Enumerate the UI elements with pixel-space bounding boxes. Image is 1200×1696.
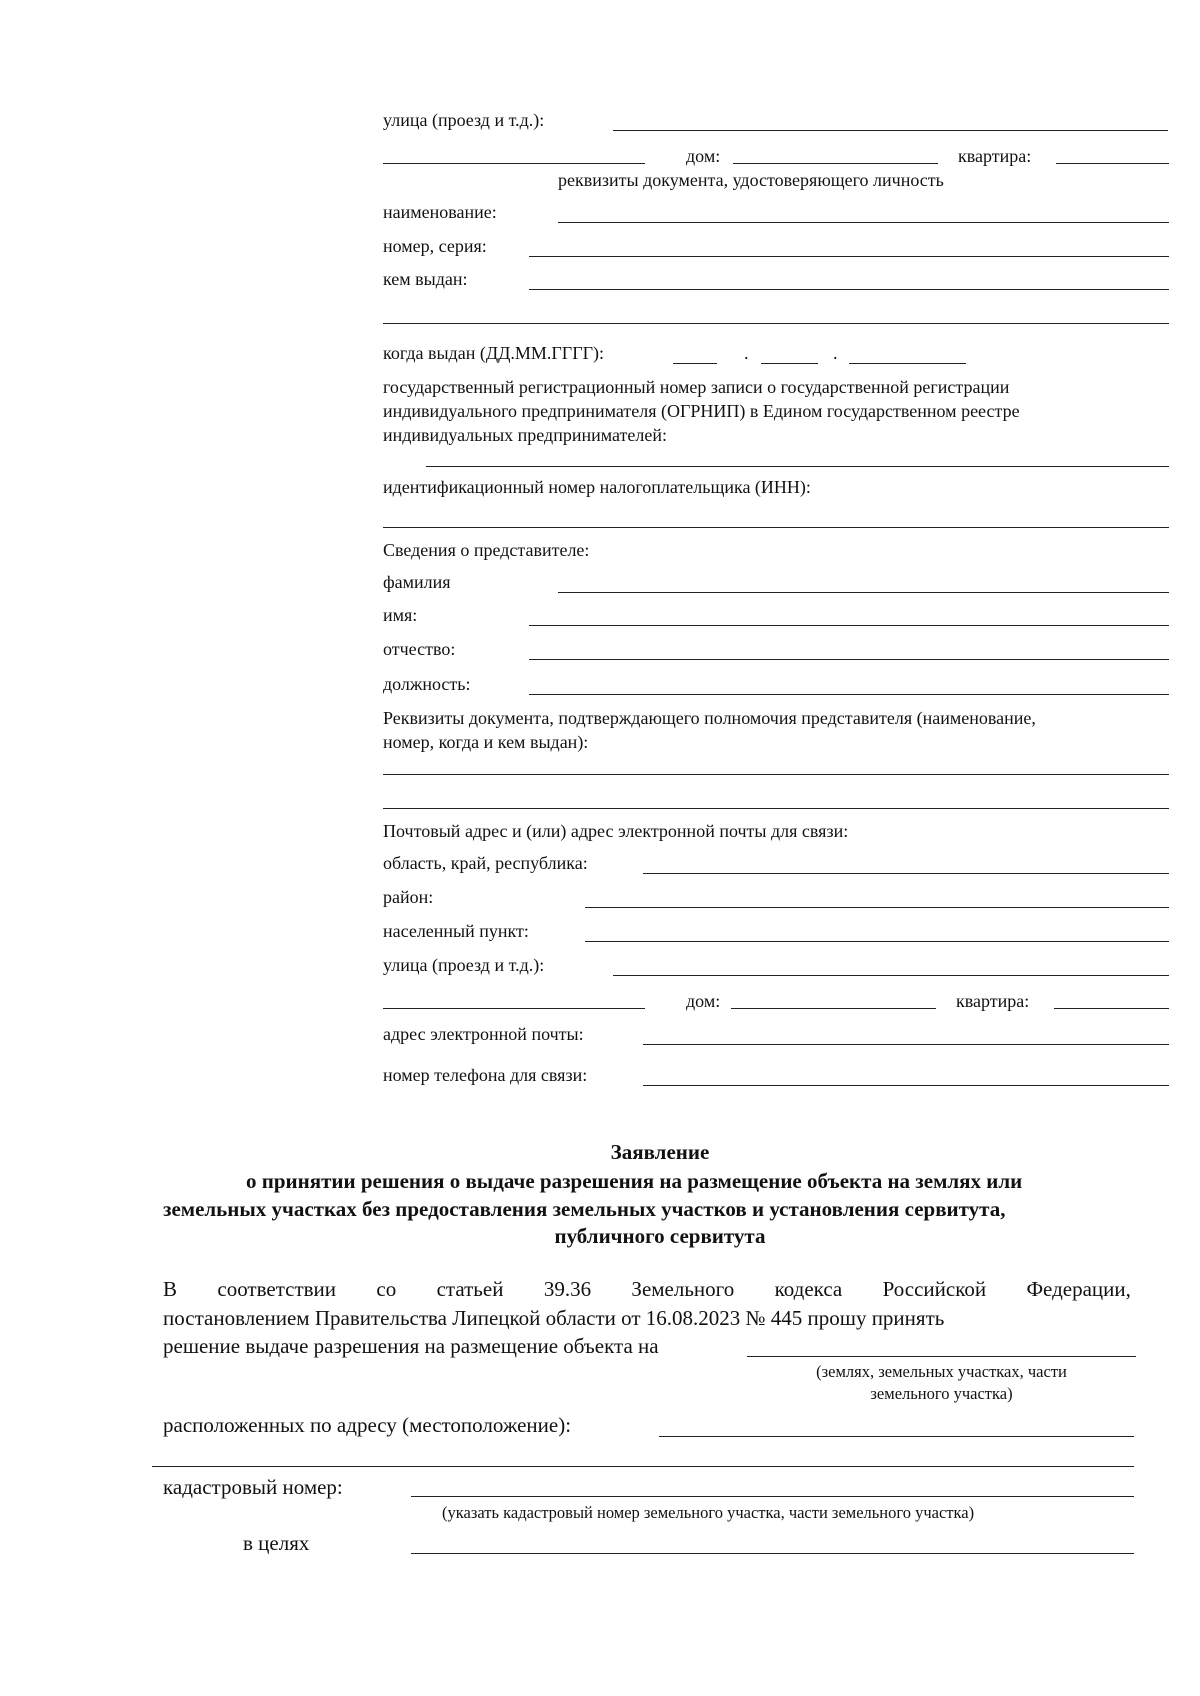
authority-line-1: Реквизиты документа, подтверждающего полномочия представителя (наименование, xyxy=(383,708,1036,728)
locality-input-line[interactable] xyxy=(585,941,1169,942)
land-hint-line-2: земельного участка) xyxy=(870,1384,1013,1403)
location-label: расположенных по адресу (местоположение): xyxy=(163,1413,572,1437)
contact-street-input-line[interactable] xyxy=(613,975,1169,976)
representative-heading: Сведения о представителе: xyxy=(383,540,590,560)
position-label: должность: xyxy=(383,674,471,694)
contact-apt-label: квартира: xyxy=(956,991,1030,1011)
date-dot-1: . xyxy=(744,343,749,363)
contact-house-input-line[interactable] xyxy=(731,1008,936,1009)
apt-label: квартира: xyxy=(958,146,1032,166)
ogrnip-line-2: индивидуального предпринимателя (ОГРНИП) в Едином государственном реестре xyxy=(383,401,1020,421)
location-input-line-2[interactable] xyxy=(152,1466,1134,1467)
statement-body-word: кодекса xyxy=(774,1277,843,1301)
contact-street-label: улица (проезд и т.д.): xyxy=(383,955,545,975)
statement-body-word: В xyxy=(163,1277,178,1301)
apt-input-line[interactable] xyxy=(1056,163,1169,164)
inn-input-line[interactable] xyxy=(383,527,1169,528)
region-input-line[interactable] xyxy=(643,873,1169,874)
locality-label: населенный пункт: xyxy=(383,921,529,941)
statement-body-word: Российской xyxy=(882,1277,987,1301)
date-dot-2: . xyxy=(833,343,838,363)
statement-body-word: Земельного xyxy=(631,1277,735,1301)
issue-day-input-line[interactable] xyxy=(673,363,717,364)
statement-title: Заявление xyxy=(610,1140,710,1164)
contact-heading: Почтовый адрес и (или) адрес электронной почты для связи: xyxy=(383,821,849,841)
first-name-input-line[interactable] xyxy=(529,625,1169,626)
authority-input-line-1[interactable] xyxy=(383,774,1169,775)
statement-body-word: статьей xyxy=(436,1277,504,1301)
id-doc-heading: реквизиты документа, удостоверяющего личность xyxy=(558,170,944,190)
issued-by-label: кем выдан: xyxy=(383,269,468,289)
statement-body-line-3: решение выдаче разрешения на размещение объекта на xyxy=(163,1334,659,1358)
surname-label: фамилия xyxy=(383,572,451,592)
street-input-line[interactable] xyxy=(613,130,1168,131)
number-series-input-line[interactable] xyxy=(529,256,1169,257)
authority-line-2: номер, когда и кем выдан): xyxy=(383,732,589,752)
statement-body-word: со xyxy=(376,1277,397,1301)
statement-body-word: Федерации, xyxy=(1026,1277,1131,1301)
statement-subtitle-line-2: земельных участках без предоставления земельных участков и установления сервитута, xyxy=(163,1197,1006,1221)
inn-label: идентификационный номер налогоплательщика (ИНН): xyxy=(383,477,811,497)
location-input-line[interactable] xyxy=(659,1436,1134,1437)
cadastral-label: кадастровый номер: xyxy=(163,1475,343,1499)
patronymic-label: отчество: xyxy=(383,639,456,659)
land-type-input-line[interactable] xyxy=(747,1356,1136,1357)
authority-input-line-2[interactable] xyxy=(383,808,1169,809)
address-extra-input-line[interactable] xyxy=(383,163,645,164)
position-input-line[interactable] xyxy=(529,694,1169,695)
issue-month-input-line[interactable] xyxy=(761,363,818,364)
surname-input-line[interactable] xyxy=(558,592,1169,593)
statement-subtitle-line-3: публичного сервитута xyxy=(554,1224,766,1248)
cadastral-input-line[interactable] xyxy=(411,1496,1134,1497)
first-name-label: имя: xyxy=(383,605,418,625)
issue-year-input-line[interactable] xyxy=(849,363,966,364)
region-label: область, край, республика: xyxy=(383,853,588,873)
statement-body-line-2: постановлением Правительства Липецкой области от 16.08.2023 № 445 прошу принять xyxy=(163,1306,945,1330)
ogrnip-input-line[interactable] xyxy=(426,466,1169,467)
district-input-line[interactable] xyxy=(585,907,1169,908)
district-label: район: xyxy=(383,887,434,907)
email-input-line[interactable] xyxy=(643,1044,1169,1045)
statement-body-line-1 xyxy=(163,1279,1131,1300)
email-label: адрес электронной почты: xyxy=(383,1024,584,1044)
doc-name-label: наименование: xyxy=(383,202,497,222)
contact-house-label: дом: xyxy=(686,991,721,1011)
ogrnip-line-3: индивидуальных предпринимателей: xyxy=(383,425,668,445)
issued-by-input-line-2[interactable] xyxy=(383,323,1169,324)
phone-label: номер телефона для связи: xyxy=(383,1065,588,1085)
doc-name-input-line[interactable] xyxy=(558,222,1169,223)
cadastral-hint: (указать кадастровый номер земельного участка, части земельного участка) xyxy=(442,1503,975,1522)
issue-date-label: когда выдан (ДД.ММ.ГГГГ): xyxy=(383,343,605,363)
house-label: дом: xyxy=(686,146,721,166)
patronymic-input-line[interactable] xyxy=(529,659,1169,660)
number-series-label: номер, серия: xyxy=(383,236,487,256)
street-label: улица (проезд и т.д.): xyxy=(383,110,545,130)
house-input-line[interactable] xyxy=(733,163,938,164)
purpose-label: в целях xyxy=(243,1531,310,1555)
statement-body-word: 39.36 xyxy=(543,1277,592,1301)
purpose-input-line[interactable] xyxy=(411,1553,1134,1554)
ogrnip-line-1: государственный регистрационный номер записи о государственной регистрации xyxy=(383,377,1010,397)
statement-body-word: соответствии xyxy=(217,1277,337,1301)
issued-by-input-line[interactable] xyxy=(529,289,1169,290)
contact-apt-input-line[interactable] xyxy=(1054,1008,1169,1009)
statement-subtitle-line-1: о принятии решения о выдаче разрешения на размещение объекта на землях или xyxy=(246,1169,1023,1193)
phone-input-line[interactable] xyxy=(643,1085,1169,1086)
contact-address-extra-input-line[interactable] xyxy=(383,1008,645,1009)
land-hint-line-1: (землях, земельных участках, части xyxy=(816,1362,1067,1381)
